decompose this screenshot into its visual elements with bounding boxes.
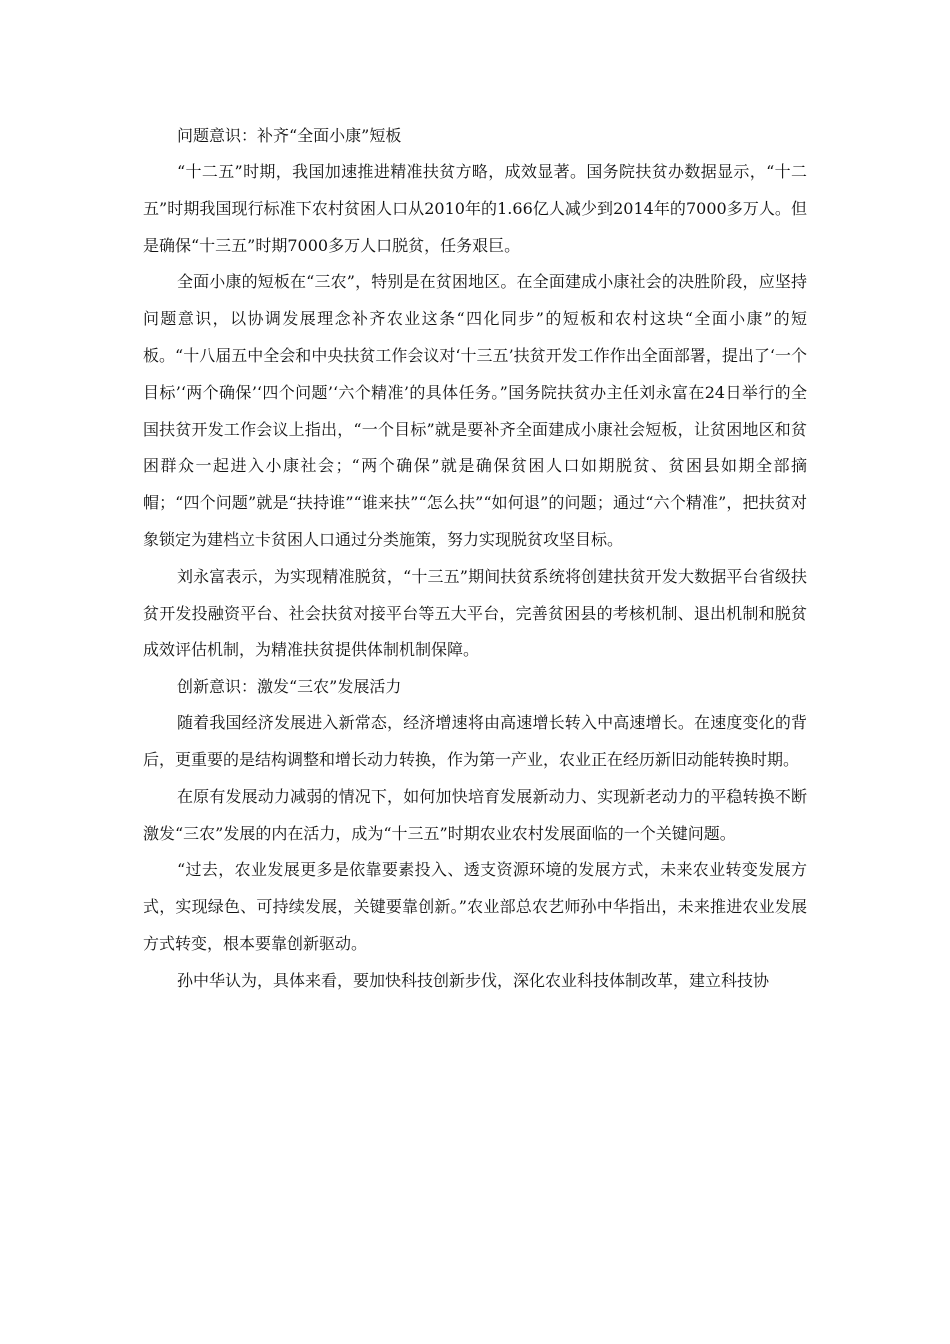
paragraph: “过去，农业发展更多是依靠要素投入、透支资源环境的发展方式，未来农业转变发展方式，实现绿色、可持续发展，关键要靠创新。”农业部总农艺师孙中华指出，未来推进农业发展方式转变，根本要靠创新驱动。: [143, 860, 807, 953]
section-heading-innovation-awareness: 创新意识：激发“三农”发展活力: [177, 677, 402, 697]
paragraph: 在原有发展动力减弱的情况下，如何加快培育发展新动力、实现新老动力的平稳转换不断激发“三农”发展的内在活力，成为“十三五”时期农业农村发展面临的一个关键问题。: [143, 786, 807, 843]
document-page: [143, 118, 807, 1000]
paragraph: 孙中华认为，具体来看，要加快科技创新步伐，深化农业科技体制改革，建立科技协: [177, 970, 770, 990]
section-heading-problem-awareness: 问题意识：补齐“全面小康”短板: [177, 126, 402, 145]
paragraph: 随着我国经济发展进入新常态，经济增速将由高速增长转入中高速增长。在速度变化的背后，更重要的是结构调整和增长动力转换，作为第一产业，农业正在经历新旧动能转换时期。: [143, 713, 807, 769]
paragraph: 刘永富表示，为实现精准脱贫，“十三五”期间扶贫系统将创建扶贫开发大数据平台省级扶贫开发投融资平台、社会扶贫对接平台等五大平台，完善贫困县的考核机制、退出机制和脱贫成效评估机制，为精准扶贫提供体制机制保障。: [143, 566, 807, 660]
paragraph: 全面小康的短板在“三农”，特别是在贫困地区。在全面建成小康社会的决胜阶段，应坚持问题意识，以协调发展理念补齐农业这条“四化同步”的短板和农村这块“全面小康”的短板。“十八届五中全会和中央扶贫工作会议对‘十三五’扶贫开发工作作出全面部署，提出了‘一个目标’‘两个确保’‘四个问题’‘六个精准’的具体任务。”国务院扶贫办主任刘永富在24日举行的全国扶贫开发工作会议上指出，“一个目标”就是要补齐全面建成小康社会短板，让贫困地区和贫困群众一起进入小康社会；“两个确保”就是确保贫困人口如期脱贫、贫困县如期全部摘帽；“四个问题”就是“扶持谁”“谁来扶”“怎么扶”“如何退”的问题；通过“六个精准”，把扶贫对象锁定为建档立卡贫困人口通过分类施策，努力实现脱贫攻坚目标。: [143, 272, 807, 549]
paragraph: “十二五”时期，我国加速推进精准扶贫方略，成效显著。国务院扶贫办数据显示，“十二五”时期我国现行标准下农村贫困人口从2010年的1.66亿人减少到2014年的7000多万人。但是确保“十三五”时期7000多万人口脱贫，任务艰巨。: [143, 162, 807, 255]
